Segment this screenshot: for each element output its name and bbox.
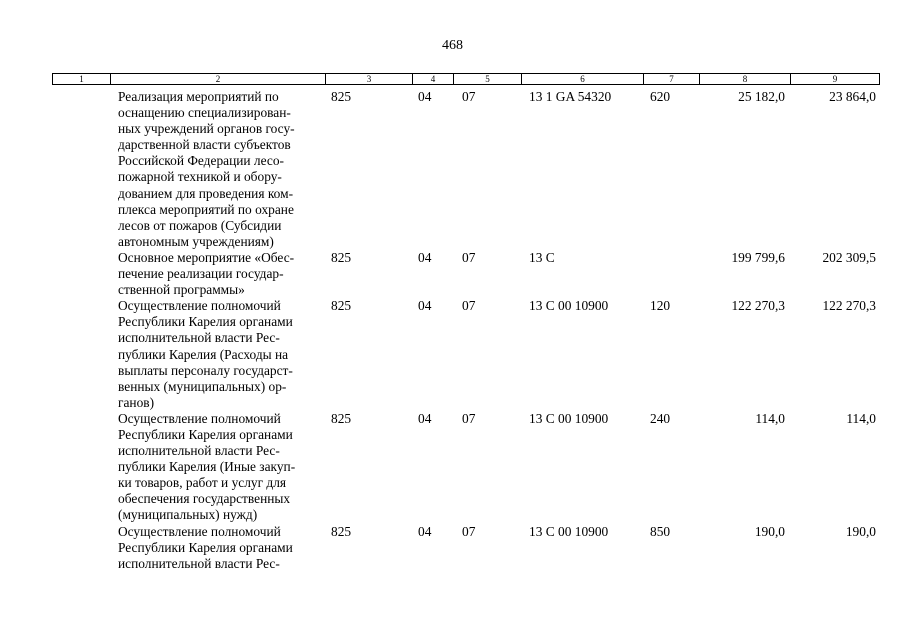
- description-line: ных учреждений органов госу-: [118, 121, 295, 137]
- row-description: [118, 250, 330, 298]
- description-line: плекса мероприятий по охране: [118, 201, 294, 217]
- cell-col-9: 190,0: [845, 523, 876, 539]
- description-line: публики Карелия (Иные закуп-: [118, 459, 296, 475]
- cell-col-4: 04: [418, 410, 432, 426]
- cell-col-7: 120: [650, 298, 671, 314]
- description-line: публики Карелия (Расходы на: [118, 346, 289, 362]
- table-row: [0, 250, 905, 298]
- description-line: лесов от пожаров (Субсидии: [118, 217, 282, 233]
- cell-col-7: 240: [650, 410, 671, 426]
- cell-col-7: 850: [650, 523, 671, 539]
- description-line: Республики Карелия органами: [118, 314, 293, 330]
- cell-col-8: 122 270,3: [731, 298, 785, 314]
- cell-col-4: 04: [418, 523, 432, 539]
- description-line: печение реализации государ-: [118, 266, 284, 282]
- description-line: Осуществление полномочий: [118, 410, 281, 426]
- cell-col-9: 202 309,5: [822, 249, 876, 265]
- cell-col-8: 25 182,0: [738, 89, 785, 104]
- cell-col-4: 04: [418, 249, 432, 265]
- cell-col-8: 199 799,6: [731, 249, 785, 265]
- description-line: венных (муниципальных) ор-: [118, 378, 287, 394]
- header-col-4: 4: [413, 74, 454, 84]
- description-line: дарственной власти субъектов: [118, 137, 291, 153]
- table-row: [0, 524, 905, 572]
- cell-col-6: 13 С 00 10900: [529, 523, 609, 539]
- cell-col-5: 07: [462, 298, 476, 314]
- description-line: обеспечения государственных: [118, 491, 291, 507]
- cell-col-9: 23 864,0: [829, 89, 876, 104]
- description-line: исполнительной власти Рес-: [118, 555, 280, 571]
- cell-col-3: 825: [331, 249, 352, 265]
- cell-col-8: 114,0: [755, 410, 785, 426]
- description-line: ственной программы»: [118, 282, 245, 298]
- cell-col-3: 825: [331, 298, 352, 314]
- description-line: Осуществление полномочий: [118, 523, 281, 539]
- header-col-5: 5: [454, 74, 522, 84]
- description-line: Осуществление полномочий: [118, 298, 281, 314]
- header-col-6: 6: [522, 74, 644, 84]
- table-row: [0, 89, 905, 250]
- description-line: Основное мероприятие «Обес-: [118, 249, 295, 265]
- header-col-1: 1: [53, 74, 111, 84]
- cell-col-5: 07: [462, 89, 476, 104]
- cell-col-9: 114,0: [846, 410, 876, 426]
- description-line: Российской Федерации лесо-: [118, 153, 284, 169]
- cell-col-8: 190,0: [754, 523, 785, 539]
- cell-col-4: 04: [418, 298, 432, 314]
- row-description: [118, 298, 330, 411]
- table-row: [0, 298, 905, 411]
- header-col-9: 9: [832, 74, 838, 84]
- description-line: оснащению специализирован-: [118, 105, 291, 121]
- header-col-7: 7: [644, 74, 700, 84]
- header-col-8: 8: [700, 74, 791, 84]
- description-line: исполнительной власти Рес-: [118, 330, 280, 346]
- description-line: дованием для проведения ком-: [118, 185, 294, 201]
- cell-col-5: 07: [462, 523, 476, 539]
- description-line: (муниципальных) нужд): [118, 507, 258, 523]
- row-description: [118, 89, 330, 250]
- cell-col-5: 07: [462, 410, 476, 426]
- cell-col-4: 04: [418, 89, 432, 104]
- cell-col-3: 825: [331, 89, 352, 104]
- description-line: автономным учреждениям): [118, 233, 274, 249]
- description-line: выплаты персоналу государст-: [118, 362, 293, 378]
- description-line: ки товаров, работ и услуг для: [118, 475, 287, 491]
- row-description: [118, 411, 330, 524]
- cell-col-5: 07: [462, 249, 476, 265]
- description-line: Республики Карелия органами: [118, 539, 293, 555]
- cell-col-6: 13 С 00 10900: [529, 410, 609, 426]
- table-body: [0, 89, 905, 572]
- cell-col-9: 122 270,3: [822, 298, 876, 314]
- description-line: ганов): [118, 394, 155, 410]
- description-line: исполнительной власти Рес-: [118, 443, 280, 459]
- cell-col-6: 13 1 GA 54320: [529, 89, 612, 104]
- row-description: [118, 524, 330, 572]
- cell-col-3: 825: [331, 523, 352, 539]
- cell-col-6: 13 С: [529, 249, 555, 265]
- table-header: [52, 73, 880, 85]
- table-row: [0, 411, 905, 524]
- cell-col-3: 825: [331, 410, 352, 426]
- header-col-2: 2: [111, 74, 326, 84]
- page-number: 468: [442, 38, 463, 53]
- description-line: Республики Карелия органами: [118, 426, 293, 442]
- cell-col-6: 13 С 00 10900: [529, 298, 609, 314]
- cell-col-7: 620: [650, 89, 671, 104]
- header-col-3: 3: [326, 74, 413, 84]
- description-line: пожарной техникой и обору-: [118, 169, 282, 185]
- description-line: Реализация мероприятий по: [118, 89, 279, 104]
